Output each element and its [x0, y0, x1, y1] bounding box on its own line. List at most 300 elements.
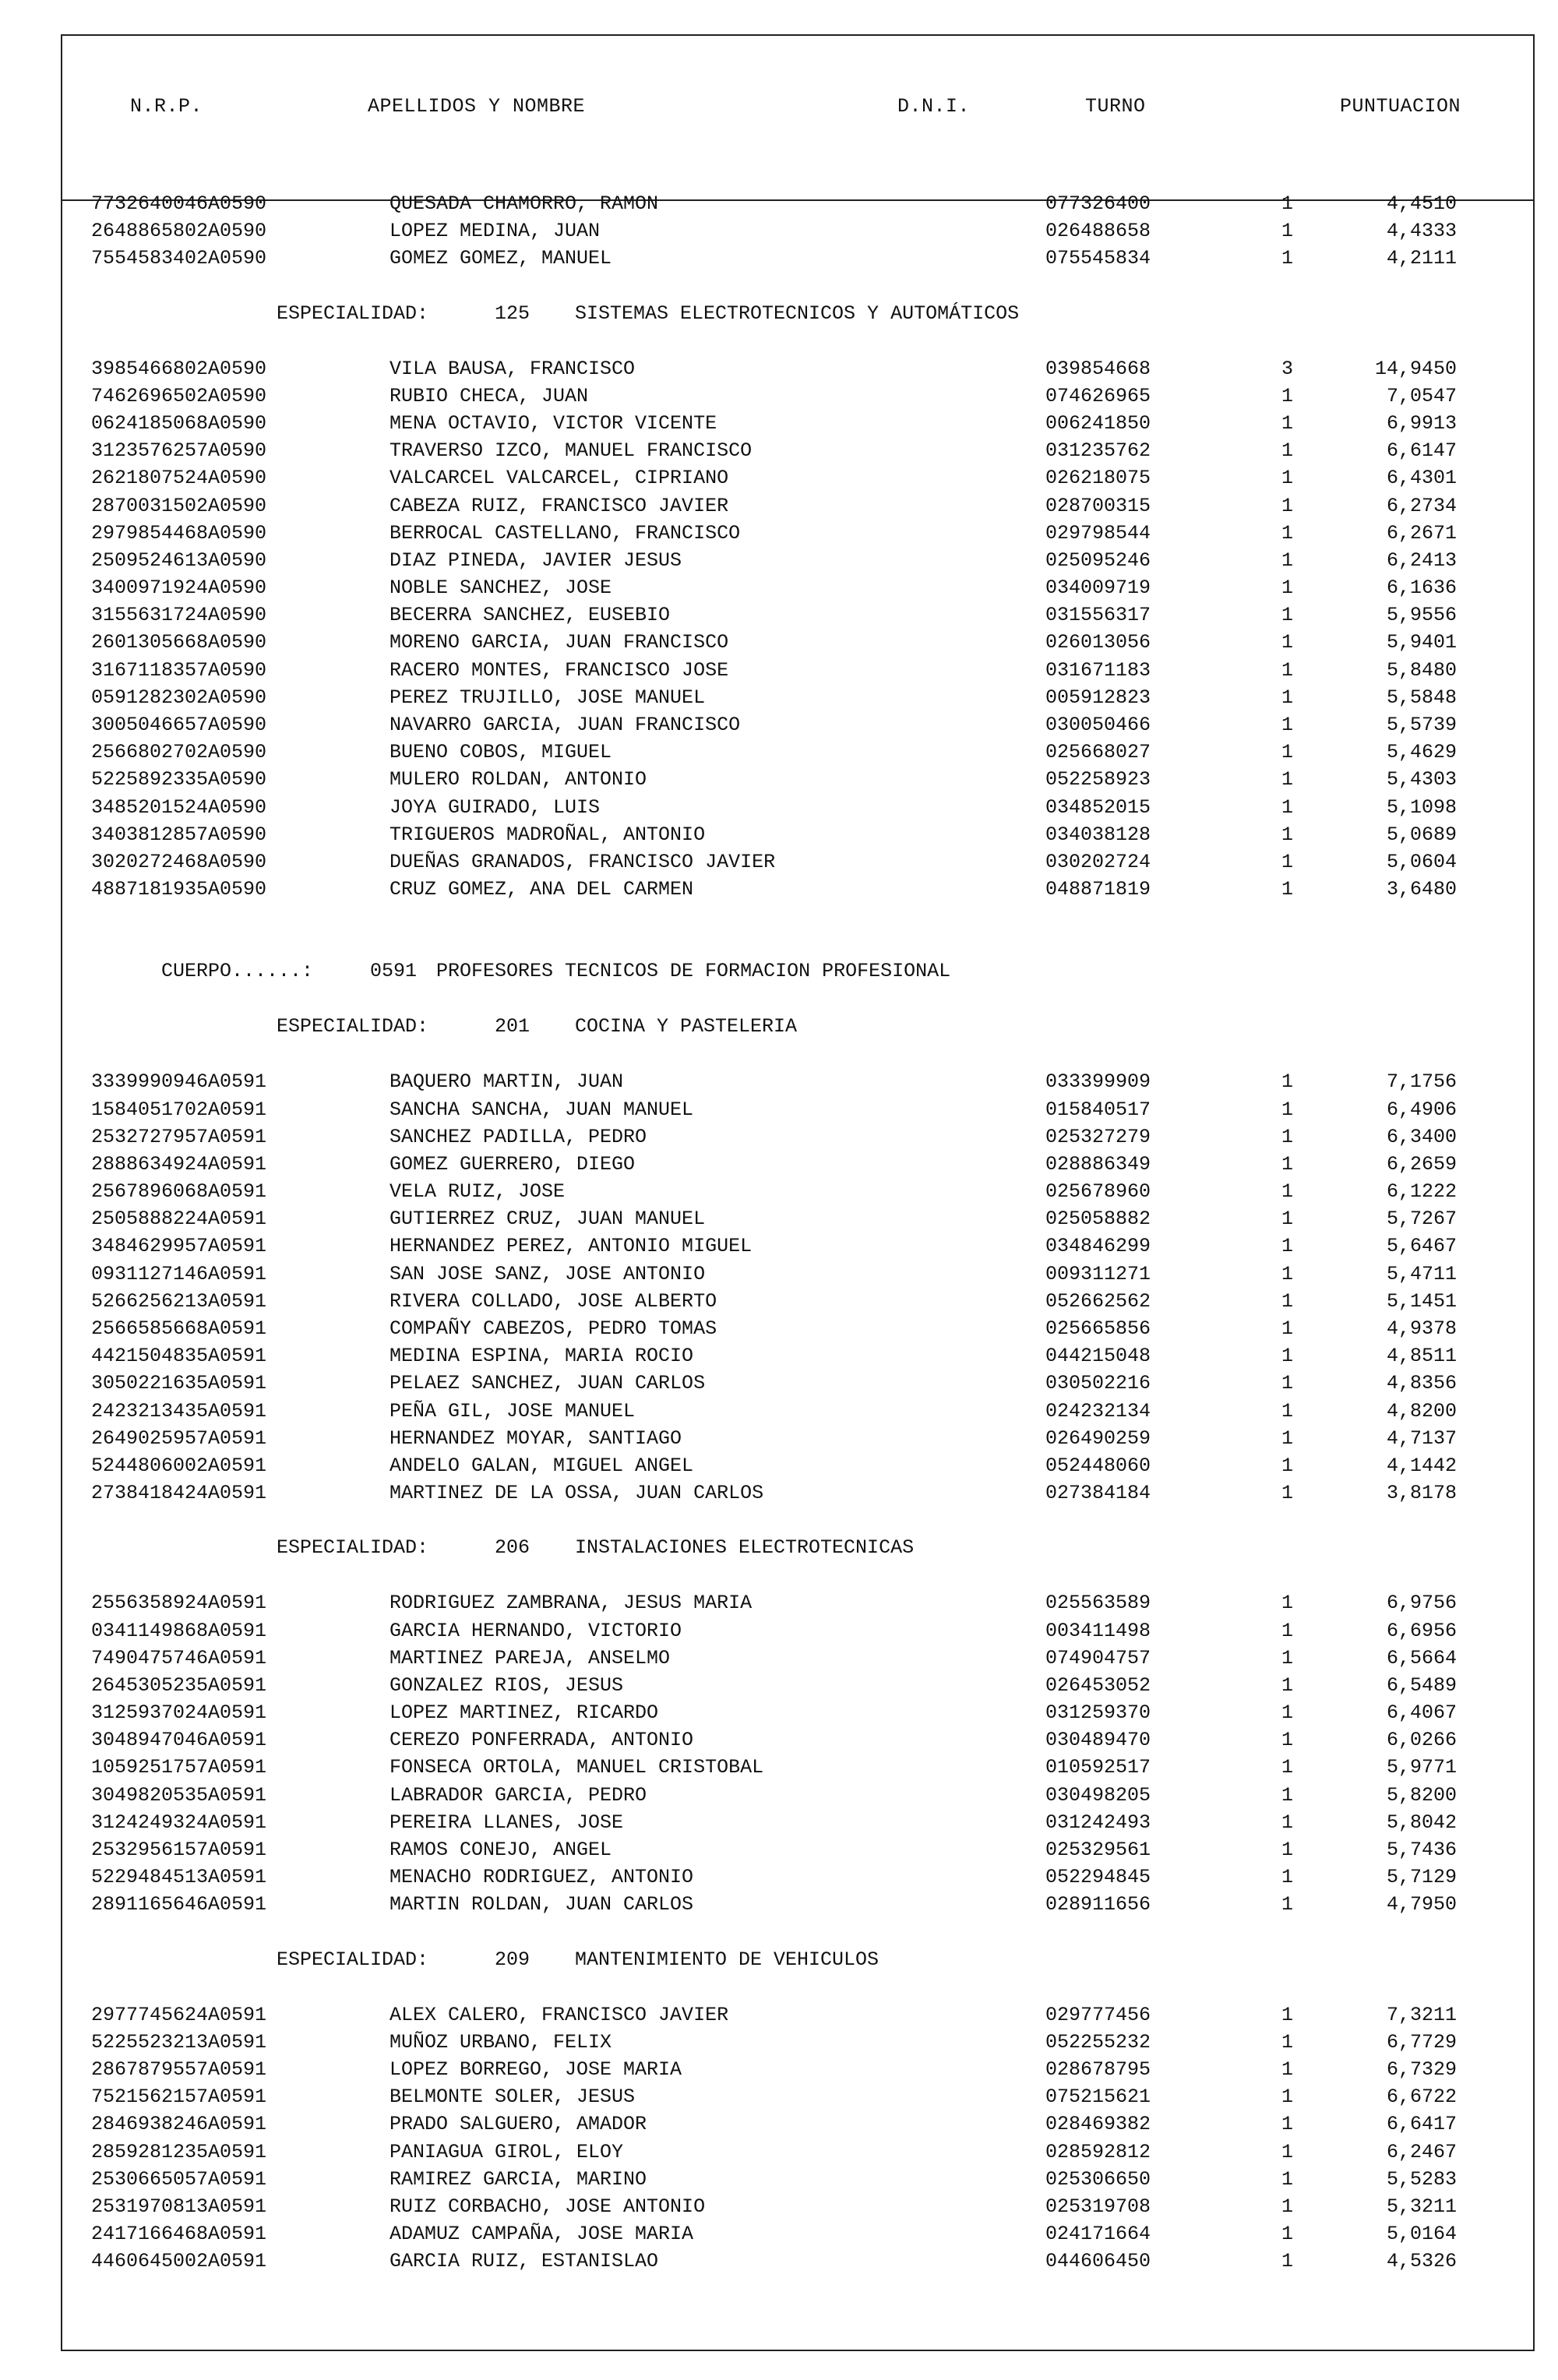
- name-cell: ALEX CALERO, FRANCISCO JAVIER: [390, 2003, 729, 2026]
- header-name: APELLIDOS Y NOMBRE: [368, 95, 586, 118]
- table-row: [0, 1645, 1558, 1672]
- table-row: [0, 2166, 1558, 2193]
- turno-cell: 1: [1281, 521, 1293, 545]
- turno-cell: 1: [1281, 1482, 1293, 1505]
- dni-cell: 025319708: [1045, 2195, 1151, 2218]
- turno-cell: 1: [1281, 2086, 1293, 2109]
- turno-cell: 1: [1281, 604, 1293, 627]
- name-cell: TRIGUEROS MADROÑAL, ANTONIO: [390, 823, 706, 846]
- puntuacion-cell: 5,9401: [1386, 631, 1457, 654]
- cuerpo-code: 0591: [370, 960, 418, 983]
- nrp-cell: 5225892335A0590: [91, 768, 267, 792]
- especialidad-label: ESPECIALIDAD:: [277, 1015, 429, 1038]
- nrp-cell: 7554583402A0590: [91, 247, 267, 270]
- puntuacion-cell: 6,9913: [1386, 411, 1457, 435]
- nrp-cell: 3339990946A0591: [91, 1070, 267, 1094]
- table-row: [0, 848, 1558, 876]
- name-cell: RAMOS CONEJO, ANGEL: [390, 1839, 612, 1861]
- nrp-cell: 2979854468A0590: [91, 521, 267, 545]
- table-row: [0, 2138, 1558, 2166]
- table-row: [0, 245, 1558, 272]
- puntuacion-cell: 5,0164: [1386, 2223, 1457, 2246]
- puntuacion-cell: 3,8178: [1386, 1482, 1457, 1505]
- name-cell: VALCARCEL VALCARCEL, CIPRIANO: [390, 467, 729, 490]
- name-cell: GARCIA RUIZ, ESTANISLAO: [390, 2250, 659, 2273]
- dni-cell: 074904757: [1045, 1646, 1151, 1670]
- table-row: [0, 355, 1558, 383]
- puntuacion-cell: 4,7950: [1386, 1893, 1457, 1916]
- table-row: [0, 1205, 1558, 1232]
- turno-cell: 1: [1281, 2113, 1293, 2136]
- puntuacion-cell: 4,5326: [1386, 2250, 1457, 2273]
- puntuacion-cell: 7,3211: [1386, 2003, 1457, 2026]
- table-row: [0, 1178, 1558, 1205]
- nrp-cell: 2649025957A0591: [91, 1426, 267, 1450]
- nrp-cell: 3400971924A0590: [91, 576, 267, 600]
- turno-cell: 1: [1281, 2195, 1293, 2218]
- nrp-cell: 2859281235A0591: [91, 2140, 267, 2163]
- puntuacion-cell: 4,1442: [1386, 1454, 1457, 1477]
- nrp-cell: 5266256213A0591: [91, 1289, 267, 1313]
- dni-cell: 024232134: [1045, 1399, 1151, 1423]
- especialidad-heading: [0, 300, 1558, 328]
- dni-cell: 026488658: [1045, 220, 1151, 243]
- dni-cell: 005912823: [1045, 686, 1151, 709]
- nrp-cell: 2601305668A0590: [91, 631, 267, 654]
- nrp-cell: 7732640046A0590: [91, 192, 267, 215]
- dni-cell: 028911656: [1045, 1893, 1151, 1916]
- especialidad-code: 125: [495, 301, 530, 325]
- nrp-cell: 2567896068A0591: [91, 1180, 267, 1204]
- puntuacion-cell: 3,6480: [1386, 878, 1457, 901]
- nrp-cell: 7521562157A0591: [91, 2086, 267, 2109]
- table-row: [0, 383, 1558, 410]
- name-cell: RACERO MONTES, FRANCISCO JOSE: [390, 658, 729, 682]
- table-row: [0, 2001, 1558, 2029]
- nrp-cell: 3485201524A0590: [91, 795, 267, 819]
- dni-cell: 003411498: [1045, 1619, 1151, 1642]
- name-cell: BERROCAL CASTELLANO, FRANCISCO: [390, 521, 741, 545]
- nrp-cell: 0624185068A0590: [91, 411, 267, 435]
- nrp-cell: 2870031502A0590: [91, 494, 267, 517]
- name-cell: SANCHEZ PADILLA, PEDRO: [390, 1125, 647, 1148]
- puntuacion-cell: 6,5664: [1386, 1646, 1457, 1670]
- table-row: [0, 2056, 1558, 2083]
- cuerpo-label: CUERPO......:: [161, 960, 314, 983]
- nrp-cell: 2566802702A0590: [91, 741, 267, 764]
- puntuacion-cell: 6,0266: [1386, 1729, 1457, 1752]
- nrp-cell: 0591282302A0590: [91, 686, 267, 709]
- table-row: [0, 1754, 1558, 1781]
- turno-cell: 1: [1281, 1729, 1293, 1752]
- nrp-cell: 3020272468A0590: [91, 850, 267, 873]
- nrp-cell: 2531970813A0591: [91, 2195, 267, 2218]
- table-row: [0, 1232, 1558, 1260]
- nrp-cell: 4421504835A0591: [91, 1345, 267, 1368]
- especialidad-label: ESPECIALIDAD:: [277, 301, 429, 325]
- dni-cell: 074626965: [1045, 384, 1151, 407]
- name-cell: PEREIRA LLANES, JOSE: [390, 1811, 624, 1834]
- table-row: [0, 1425, 1558, 1452]
- table-row: [0, 2220, 1558, 2248]
- dni-cell: 025563589: [1045, 1592, 1151, 1615]
- puntuacion-cell: 5,6467: [1386, 1235, 1457, 1258]
- nrp-cell: 2505888224A0591: [91, 1208, 267, 1231]
- nrp-cell: 5229484513A0591: [91, 1866, 267, 1889]
- nrp-cell: 1584051702A0591: [91, 1098, 267, 1121]
- name-cell: MULERO ROLDAN, ANTONIO: [390, 768, 647, 792]
- puntuacion-cell: 14,9450: [1374, 357, 1457, 380]
- nrp-cell: 4460645002A0591: [91, 2250, 267, 2273]
- nrp-cell: 3985466802A0590: [91, 357, 267, 380]
- nrp-cell: 2867879557A0591: [91, 2057, 267, 2081]
- nrp-cell: 2888634924A0591: [91, 1152, 267, 1176]
- puntuacion-cell: 6,5489: [1386, 1673, 1457, 1697]
- dni-cell: 075545834: [1045, 247, 1151, 270]
- dni-cell: 034009719: [1045, 576, 1151, 600]
- turno-cell: 1: [1281, 1180, 1293, 1204]
- table-row: [0, 217, 1558, 245]
- name-cell: ANDELO GALAN, MIGUEL ANGEL: [390, 1454, 694, 1477]
- table-row: [0, 629, 1558, 656]
- name-cell: SANCHA SANCHA, JUAN MANUEL: [390, 1098, 694, 1121]
- puntuacion-cell: 6,6147: [1386, 439, 1457, 463]
- puntuacion-cell: 4,2111: [1386, 247, 1457, 270]
- table-row: [0, 1398, 1558, 1425]
- name-cell: BUENO COBOS, MIGUEL: [390, 741, 612, 764]
- name-cell: LOPEZ MEDINA, JUAN: [390, 220, 601, 243]
- name-cell: COMPAÑY CABEZOS, PEDRO TOMAS: [390, 1317, 717, 1340]
- table-row: [0, 1261, 1558, 1288]
- turno-cell: 1: [1281, 247, 1293, 270]
- puntuacion-cell: 5,8042: [1386, 1811, 1457, 1834]
- especialidad-heading: [0, 1534, 1558, 1562]
- table-row: [0, 2083, 1558, 2110]
- puntuacion-cell: 6,4067: [1386, 1701, 1457, 1725]
- table-row: [0, 1315, 1558, 1342]
- name-cell: CRUZ GOMEZ, ANA DEL CARMEN: [390, 878, 694, 901]
- puntuacion-cell: 5,9771: [1386, 1756, 1457, 1779]
- table-row: [0, 547, 1558, 574]
- dni-cell: 052662562: [1045, 1289, 1151, 1313]
- dni-cell: 026013056: [1045, 631, 1151, 654]
- name-cell: FONSECA ORTOLA, MANUEL CRISTOBAL: [390, 1756, 764, 1779]
- turno-cell: 1: [1281, 1646, 1293, 1670]
- puntuacion-cell: 5,8480: [1386, 658, 1457, 682]
- dni-cell: 025678960: [1045, 1180, 1151, 1204]
- nrp-cell: 5225523213A0591: [91, 2030, 267, 2054]
- nrp-cell: 0931127146A0591: [91, 1262, 267, 1285]
- dni-cell: 031259370: [1045, 1701, 1151, 1725]
- puntuacion-cell: 4,9378: [1386, 1317, 1457, 1340]
- table-header: [62, 36, 1533, 201]
- turno-cell: 1: [1281, 823, 1293, 846]
- turno-cell: 1: [1281, 2003, 1293, 2026]
- turno-cell: 1: [1281, 439, 1293, 463]
- header-nrp: N.R.P.: [130, 95, 203, 118]
- turno-cell: 1: [1281, 467, 1293, 490]
- especialidad-name: SISTEMAS ELECTROTECNICOS Y AUTOMÁTICOS: [575, 301, 1020, 325]
- turno-cell: 1: [1281, 1098, 1293, 1121]
- puntuacion-cell: 6,6722: [1386, 2086, 1457, 2109]
- nrp-cell: 3125937024A0591: [91, 1701, 267, 1725]
- table-row: [0, 1370, 1558, 1397]
- puntuacion-cell: 4,8511: [1386, 1345, 1457, 1368]
- turno-cell: 1: [1281, 1619, 1293, 1642]
- nrp-cell: 2648865802A0590: [91, 220, 267, 243]
- table-row: [0, 684, 1558, 711]
- dni-cell: 028700315: [1045, 494, 1151, 517]
- table-row: [0, 1123, 1558, 1151]
- table-row: [0, 2110, 1558, 2138]
- dni-cell: 028592812: [1045, 2140, 1151, 2163]
- table-row: [0, 1151, 1558, 1178]
- especialidad-code: 201: [495, 1015, 530, 1038]
- turno-cell: 1: [1281, 1811, 1293, 1834]
- dni-cell: 052448060: [1045, 1454, 1151, 1477]
- nrp-cell: 1059251757A0591: [91, 1756, 267, 1779]
- table-row: [0, 520, 1558, 547]
- turno-cell: 1: [1281, 1235, 1293, 1258]
- puntuacion-cell: 6,2734: [1386, 494, 1457, 517]
- name-cell: ADAMUZ CAMPAÑA, JOSE MARIA: [390, 2223, 694, 2246]
- nrp-cell: 2621807524A0590: [91, 467, 267, 490]
- nrp-cell: 2846938246A0591: [91, 2113, 267, 2136]
- turno-cell: 1: [1281, 2250, 1293, 2273]
- name-cell: RUBIO CHECA, JUAN: [390, 384, 589, 407]
- table-row: [0, 711, 1558, 739]
- turno-cell: 1: [1281, 1345, 1293, 1368]
- nrp-cell: 2566585668A0591: [91, 1317, 267, 1340]
- dni-cell: 024171664: [1045, 2223, 1151, 2246]
- puntuacion-cell: 6,1636: [1386, 576, 1457, 600]
- table-row: [0, 794, 1558, 821]
- puntuacion-cell: 6,2467: [1386, 2140, 1457, 2163]
- dni-cell: 025306650: [1045, 2167, 1151, 2191]
- puntuacion-cell: 5,5848: [1386, 686, 1457, 709]
- name-cell: PEÑA GIL, JOSE MANUEL: [390, 1399, 636, 1423]
- table-row: [0, 1342, 1558, 1370]
- turno-cell: 1: [1281, 741, 1293, 764]
- turno-cell: 1: [1281, 1070, 1293, 1094]
- name-cell: PELAEZ SANCHEZ, JUAN CARLOS: [390, 1372, 706, 1395]
- table-row: [0, 1068, 1558, 1095]
- table-row: [0, 876, 1558, 903]
- nrp-cell: 3484629957A0591: [91, 1235, 267, 1258]
- puntuacion-cell: 5,5739: [1386, 714, 1457, 736]
- especialidad-name: INSTALACIONES ELECTROTECNICAS: [575, 1536, 915, 1560]
- name-cell: GONZALEZ RIOS, JESUS: [390, 1673, 624, 1697]
- turno-cell: 1: [1281, 548, 1293, 572]
- header-dni: D.N.I.: [897, 95, 971, 118]
- especialidad-code: 209: [495, 1948, 530, 1971]
- turno-cell: 1: [1281, 411, 1293, 435]
- turno-cell: 1: [1281, 2223, 1293, 2246]
- dni-cell: 025095246: [1045, 548, 1151, 572]
- nrp-cell: 3049820535A0591: [91, 1783, 267, 1807]
- table-row: [0, 492, 1558, 520]
- turno-cell: 1: [1281, 2057, 1293, 2081]
- name-cell: LOPEZ MARTINEZ, RICARDO: [390, 1701, 659, 1725]
- turno-cell: 1: [1281, 658, 1293, 682]
- puntuacion-cell: 6,9756: [1386, 1592, 1457, 1615]
- table-row: [0, 1672, 1558, 1699]
- puntuacion-cell: 5,0604: [1386, 850, 1457, 873]
- puntuacion-cell: 7,0547: [1386, 384, 1457, 407]
- puntuacion-cell: 4,4333: [1386, 220, 1457, 243]
- name-cell: MARTINEZ PAREJA, ANSELMO: [390, 1646, 671, 1670]
- puntuacion-cell: 4,8200: [1386, 1399, 1457, 1423]
- turno-cell: 1: [1281, 576, 1293, 600]
- puntuacion-cell: 5,0689: [1386, 823, 1457, 846]
- header-puntuacion: PUNTUACION: [1340, 95, 1461, 118]
- turno-cell: 1: [1281, 1125, 1293, 1148]
- dni-cell: 015840517: [1045, 1098, 1151, 1121]
- table-row: [0, 2029, 1558, 2056]
- nrp-cell: 7490475746A0591: [91, 1646, 267, 1670]
- table-row: [0, 1617, 1558, 1645]
- nrp-cell: 5244806002A0591: [91, 1454, 267, 1477]
- name-cell: GOMEZ GUERRERO, DIEGO: [390, 1152, 636, 1176]
- name-cell: GARCIA HERNANDO, VICTORIO: [390, 1619, 682, 1642]
- dni-cell: 044606450: [1045, 2250, 1151, 2273]
- dni-cell: 006241850: [1045, 411, 1151, 435]
- puntuacion-cell: 5,3211: [1386, 2195, 1457, 2218]
- turno-cell: 1: [1281, 1426, 1293, 1450]
- dni-cell: 010592517: [1045, 1756, 1151, 1779]
- especialidad-heading: [0, 1946, 1558, 1974]
- turno-cell: 1: [1281, 1454, 1293, 1477]
- nrp-cell: 3048947046A0591: [91, 1729, 267, 1752]
- name-cell: DIAZ PINEDA, JAVIER JESUS: [390, 548, 682, 572]
- table-row: [0, 1589, 1558, 1617]
- name-cell: QUESADA CHAMORRO, RAMON: [390, 192, 659, 215]
- turno-cell: 1: [1281, 1673, 1293, 1697]
- name-cell: HERNANDEZ PEREZ, ANTONIO MIGUEL: [390, 1235, 753, 1258]
- turno-cell: 1: [1281, 220, 1293, 243]
- turno-cell: 1: [1281, 384, 1293, 407]
- puntuacion-cell: 4,4510: [1386, 192, 1457, 215]
- nrp-cell: 4887181935A0590: [91, 878, 267, 901]
- dni-cell: 025665856: [1045, 1317, 1151, 1340]
- table-row: [0, 1891, 1558, 1918]
- puntuacion-cell: 6,4301: [1386, 467, 1457, 490]
- nrp-cell: 3403812857A0590: [91, 823, 267, 846]
- especialidad-label: ESPECIALIDAD:: [277, 1948, 429, 1971]
- puntuacion-cell: 6,2671: [1386, 521, 1457, 545]
- turno-cell: 1: [1281, 1289, 1293, 1313]
- puntuacion-cell: 5,7436: [1386, 1839, 1457, 1861]
- nrp-cell: 3167118357A0590: [91, 658, 267, 682]
- turno-cell: 1: [1281, 2030, 1293, 2054]
- puntuacion-cell: 5,7267: [1386, 1208, 1457, 1231]
- nrp-cell: 2738418424A0591: [91, 1482, 267, 1505]
- puntuacion-cell: 5,5283: [1386, 2167, 1457, 2191]
- dni-cell: 025329561: [1045, 1839, 1151, 1861]
- dni-cell: 029798544: [1045, 521, 1151, 545]
- dni-cell: 026453052: [1045, 1673, 1151, 1697]
- nrp-cell: 2645305235A0591: [91, 1673, 267, 1697]
- puntuacion-cell: 5,8200: [1386, 1783, 1457, 1807]
- puntuacion-cell: 6,7329: [1386, 2057, 1457, 2081]
- name-cell: MEDINA ESPINA, MARIA ROCIO: [390, 1345, 694, 1368]
- dni-cell: 052255232: [1045, 2030, 1151, 2054]
- dni-cell: 031671183: [1045, 658, 1151, 682]
- dni-cell: 077326400: [1045, 192, 1151, 215]
- cuerpo-name: PROFESORES TECNICOS DE FORMACION PROFESIONAL: [436, 960, 951, 983]
- name-cell: DUEÑAS GRANADOS, FRANCISCO JAVIER: [390, 850, 776, 873]
- turno-cell: 1: [1281, 1866, 1293, 1889]
- table-row: [0, 1096, 1558, 1123]
- dni-cell: 034038128: [1045, 823, 1151, 846]
- name-cell: MENACHO RODRIGUEZ, ANTONIO: [390, 1866, 694, 1889]
- turno-cell: 1: [1281, 1317, 1293, 1340]
- dni-cell: 031235762: [1045, 439, 1151, 463]
- table-row: [0, 1836, 1558, 1863]
- name-cell: MORENO GARCIA, JUAN FRANCISCO: [390, 631, 729, 654]
- puntuacion-cell: 5,7129: [1386, 1866, 1457, 1889]
- dni-cell: 031556317: [1045, 604, 1151, 627]
- nrp-cell: 3123576257A0590: [91, 439, 267, 463]
- dni-cell: 025058882: [1045, 1208, 1151, 1231]
- dni-cell: 027384184: [1045, 1482, 1151, 1505]
- name-cell: MUÑOZ URBANO, FELIX: [390, 2030, 612, 2054]
- name-cell: PRADO SALGUERO, AMADOR: [390, 2113, 647, 2136]
- turno-cell: 1: [1281, 1783, 1293, 1807]
- nrp-cell: 3050221635A0591: [91, 1372, 267, 1395]
- turno-cell: 1: [1281, 1592, 1293, 1615]
- nrp-cell: 3124249324A0591: [91, 1811, 267, 1834]
- dni-cell: 028886349: [1045, 1152, 1151, 1176]
- turno-cell: 1: [1281, 494, 1293, 517]
- turno-cell: 1: [1281, 1756, 1293, 1779]
- name-cell: RAMIREZ GARCIA, MARINO: [390, 2167, 647, 2191]
- puntuacion-cell: 4,7137: [1386, 1426, 1457, 1450]
- dni-cell: 034846299: [1045, 1235, 1151, 1258]
- name-cell: BAQUERO MARTIN, JUAN: [390, 1070, 624, 1094]
- table-row: [0, 739, 1558, 766]
- turno-cell: 1: [1281, 795, 1293, 819]
- puntuacion-cell: 5,4711: [1386, 1262, 1457, 1285]
- table-row: [0, 1479, 1558, 1507]
- name-cell: JOYA GUIRADO, LUIS: [390, 795, 601, 819]
- nrp-cell: 2556358924A0591: [91, 1592, 267, 1615]
- header-turno: TURNO: [1085, 95, 1146, 118]
- table-row: [0, 574, 1558, 601]
- table-row: [0, 1726, 1558, 1754]
- turno-cell: 1: [1281, 714, 1293, 736]
- dni-cell: 075215621: [1045, 2086, 1151, 2109]
- dni-cell: 039854668: [1045, 357, 1151, 380]
- especialidad-code: 206: [495, 1536, 530, 1560]
- nrp-cell: 3005046657A0590: [91, 714, 267, 736]
- puntuacion-cell: 6,6417: [1386, 2113, 1457, 2136]
- table-row: [0, 2248, 1558, 2275]
- puntuacion-cell: 6,2659: [1386, 1152, 1457, 1176]
- nrp-cell: 2530665057A0591: [91, 2167, 267, 2191]
- puntuacion-cell: 5,4303: [1386, 768, 1457, 792]
- name-cell: PANIAGUA GIROL, ELOY: [390, 2140, 624, 2163]
- turno-cell: 1: [1281, 850, 1293, 873]
- nrp-cell: 2509524613A0590: [91, 548, 267, 572]
- dni-cell: 030498205: [1045, 1783, 1151, 1807]
- table-row: [0, 464, 1558, 492]
- name-cell: GUTIERREZ CRUZ, JUAN MANUEL: [390, 1208, 706, 1231]
- dni-cell: 028469382: [1045, 2113, 1151, 2136]
- dni-cell: 034852015: [1045, 795, 1151, 819]
- name-cell: RODRIGUEZ ZAMBRANA, JESUS MARIA: [390, 1592, 753, 1615]
- puntuacion-cell: 5,4629: [1386, 741, 1457, 764]
